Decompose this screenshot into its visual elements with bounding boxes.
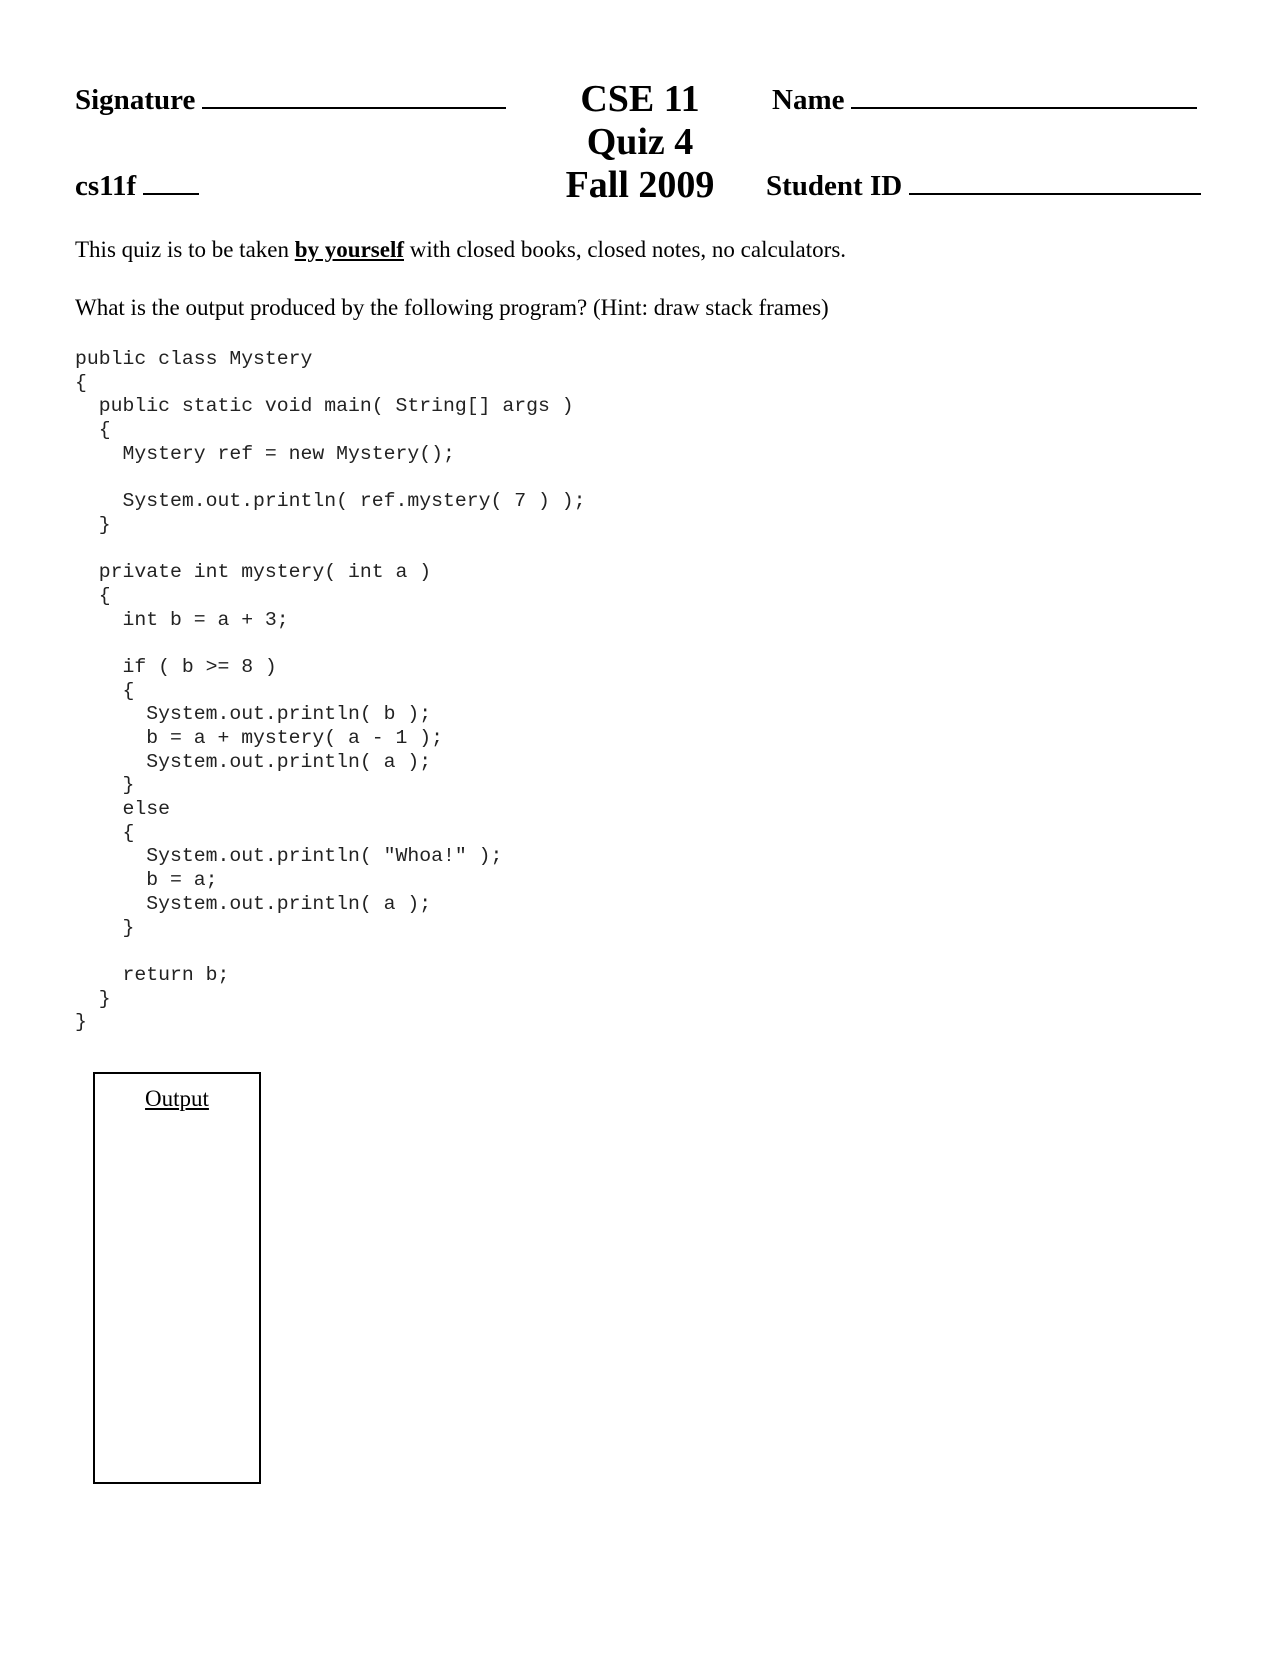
code-line: int b = a + 3; [75, 608, 289, 631]
code-line [75, 466, 585, 490]
instructions-after: with closed books, closed notes, no calculators. [409, 237, 847, 262]
code-line: if ( b >= 8 ) [75, 655, 277, 678]
code-line: return b; [75, 963, 230, 986]
code-line: b = a; [75, 869, 218, 892]
code-line: System.out.println( ref.mystery( 7 ) ); [75, 490, 586, 513]
code-line: } [75, 1011, 87, 1034]
question-text: What is the output produced by the following program? (Hint: draw stack frames) [75, 295, 829, 320]
code-line: public static void main( String[] args ) [75, 395, 574, 418]
code-line: { [75, 419, 111, 442]
code-line: Mystery ref = new Mystery(); [75, 442, 455, 465]
code-line: private int mystery( int a ) [75, 561, 432, 584]
code-line [75, 632, 585, 656]
output-answer-box[interactable] [93, 1072, 261, 1484]
signature-label: Signature [75, 84, 196, 116]
code-line: System.out.println( "Whoa!" ); [75, 845, 503, 868]
instructions-before: This quiz is to be taken [75, 237, 289, 262]
code-line: System.out.println( a ); [75, 750, 432, 773]
code-line: } [75, 513, 111, 536]
code-listing [75, 348, 585, 1035]
code-line: { [75, 821, 135, 844]
code-line: } [75, 916, 135, 939]
term-title: Fall 2009 [565, 164, 715, 206]
instructions-emphasis: by yourself [294, 237, 404, 262]
code-line: System.out.println( b ); [75, 703, 432, 726]
name-label: Name [772, 84, 845, 116]
quiz-title: Quiz 4 [586, 121, 694, 163]
student-id-label: Student ID [766, 170, 903, 202]
course-title: CSE 11 [580, 78, 700, 120]
instructions [75, 238, 846, 261]
student-id-field[interactable] [766, 172, 1201, 201]
name-blank[interactable] [851, 105, 1197, 109]
code-line [75, 940, 585, 964]
code-line: b = a + mystery( a - 1 ); [75, 727, 443, 749]
code-line: else [75, 798, 170, 821]
student-id-blank[interactable] [909, 191, 1201, 195]
code-line: { [75, 371, 87, 394]
code-line: } [75, 774, 135, 797]
account-label: cs11f [75, 170, 137, 202]
name-field[interactable] [772, 86, 1197, 115]
code-line: { [75, 584, 111, 607]
code-line: System.out.println( a ); [75, 892, 432, 915]
output-label: Output [145, 1086, 209, 1111]
code-line: public class Mystery [75, 348, 313, 370]
code-line: } [75, 987, 111, 1010]
code-line: { [75, 679, 135, 702]
code-line [75, 538, 585, 562]
